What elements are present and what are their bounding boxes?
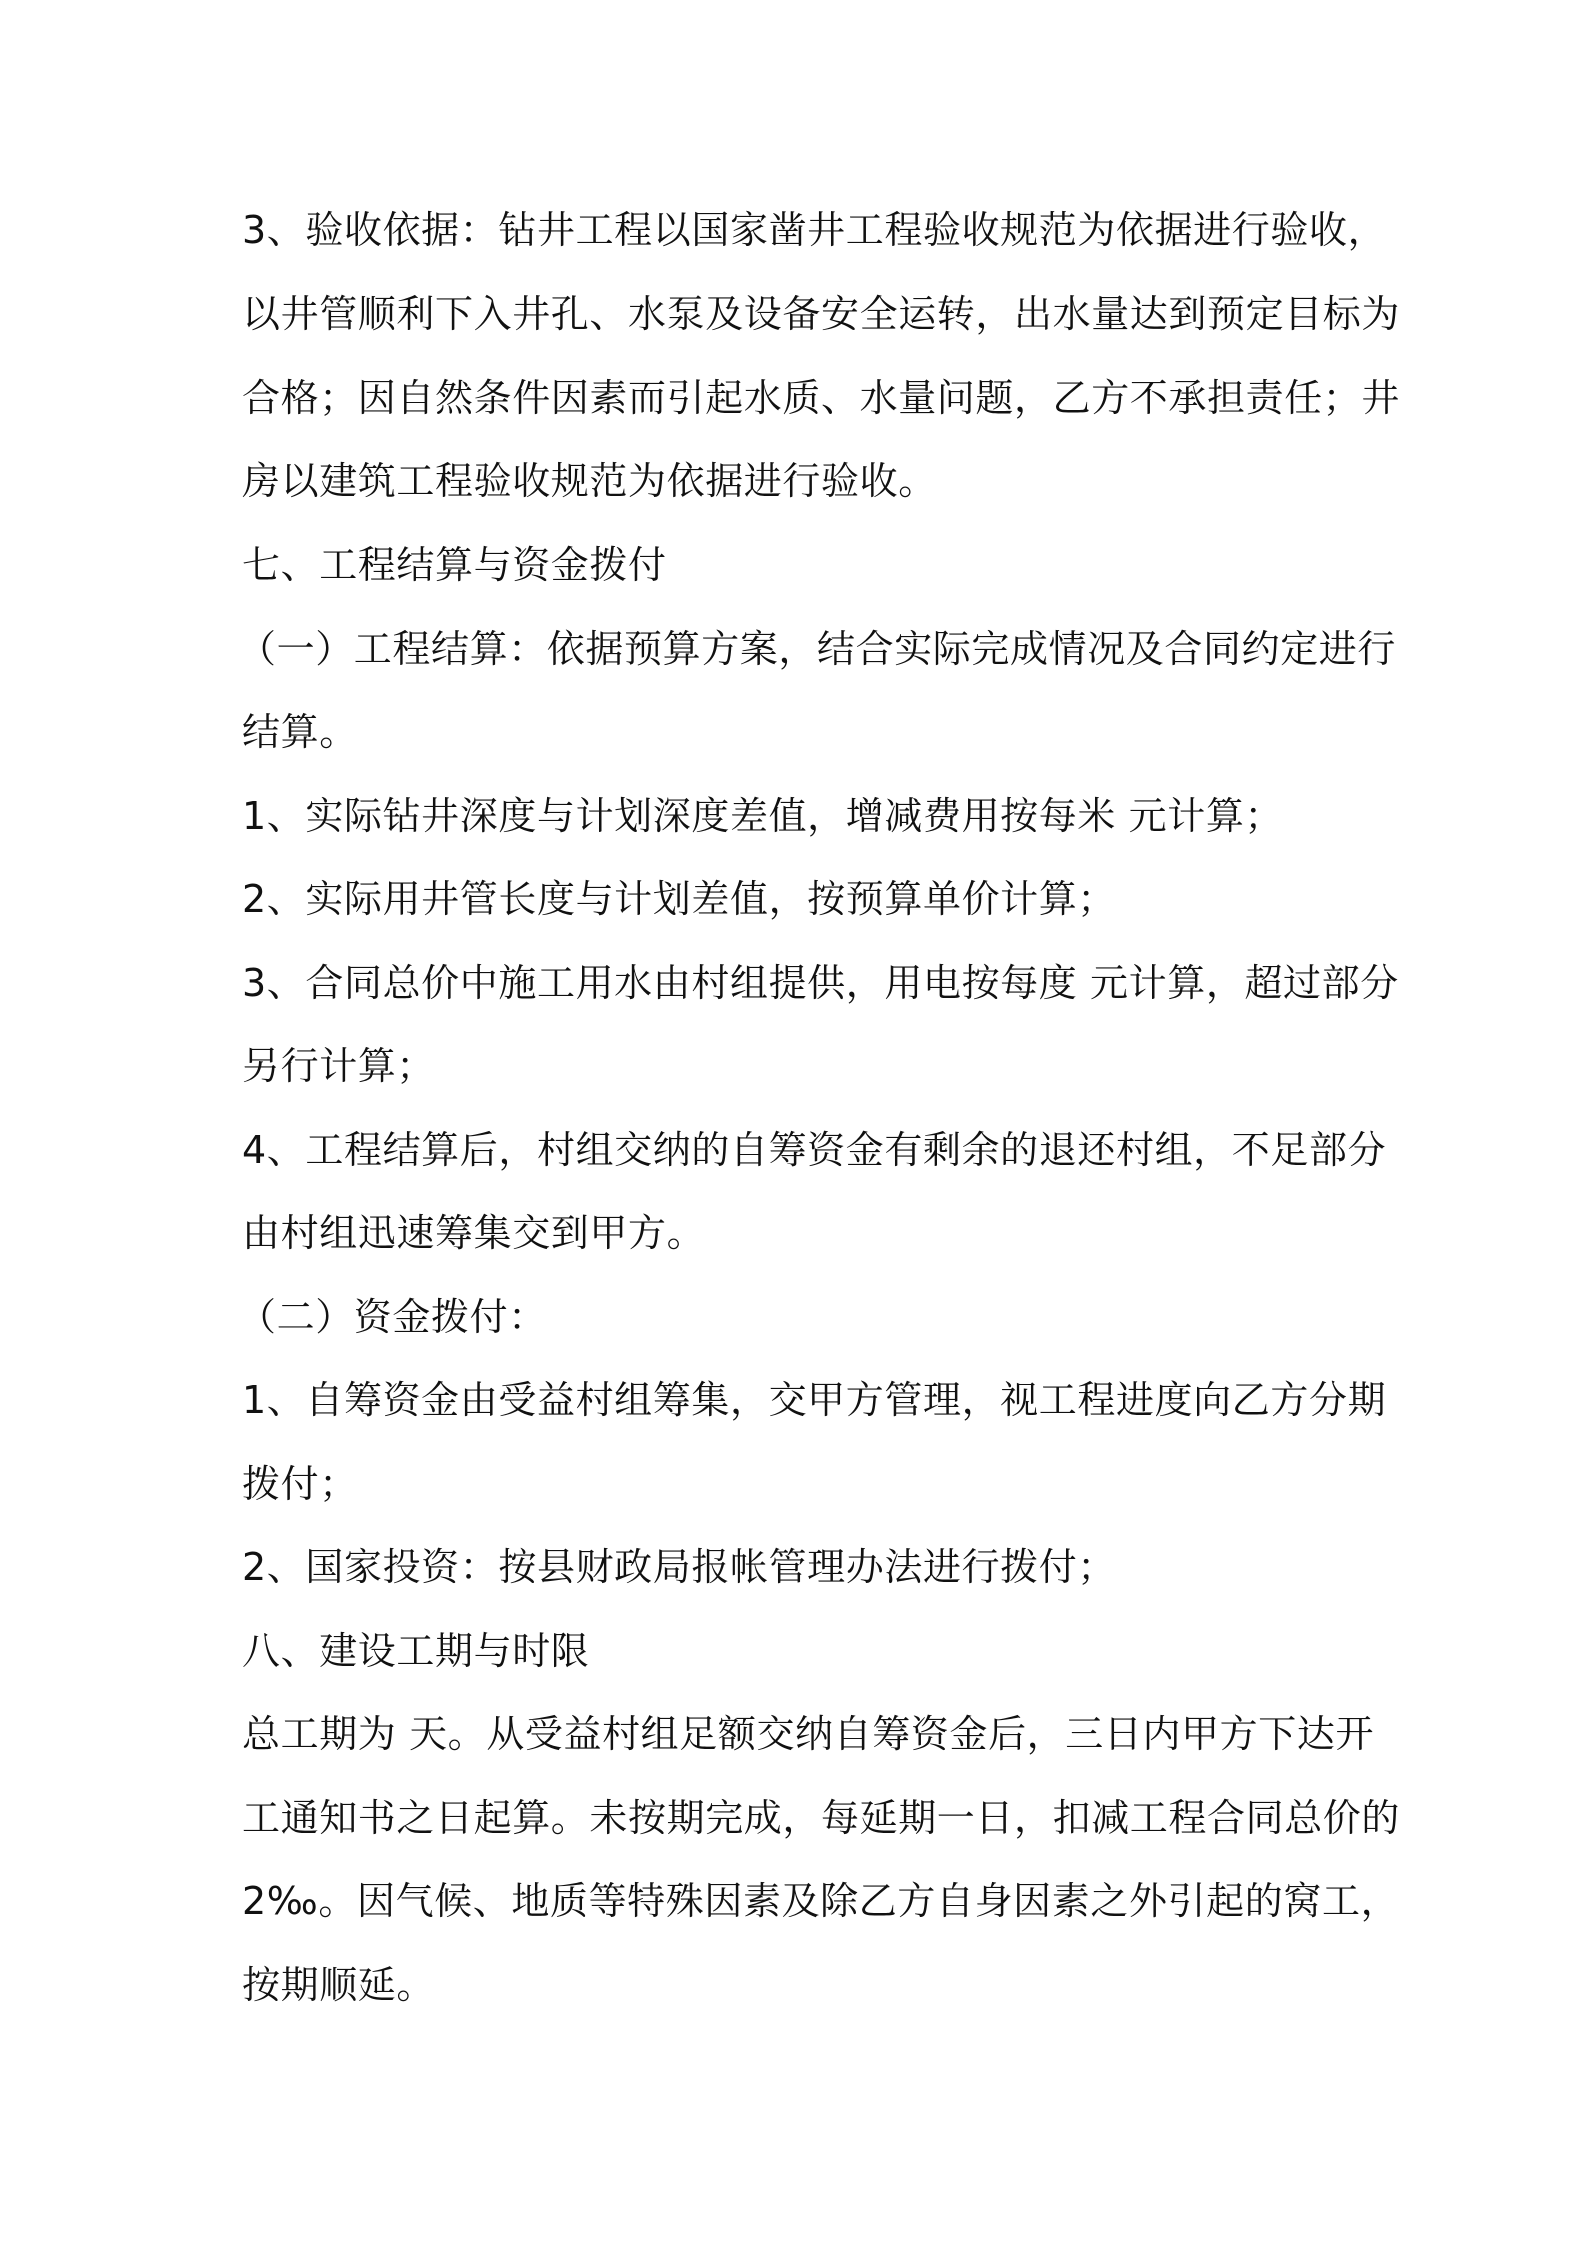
section-heading: 八、建设工期与时限 xyxy=(242,1629,590,1673)
text-line: 4、工程结算后，村组交纳的自筹资金有剩余的退还村组，不足部分 xyxy=(242,1128,1387,1172)
text-line: 总工期为 天。从受益村组足额交纳自筹资金后，三日内甲方下达开 xyxy=(242,1712,1375,1756)
text-line: 另行计算； xyxy=(242,1044,436,1088)
text-line: 拨付； xyxy=(242,1462,358,1506)
text-line: 按期顺延。 xyxy=(242,1963,436,2007)
text-line: 3、合同总价中施工用水由村组提供，用电按每度 元计算，超过部分 xyxy=(242,961,1399,1005)
text-line: 1、自筹资金由受益村组筹集，交甲方管理，视工程进度向乙方分期 xyxy=(242,1378,1387,1422)
text-line: 房以建筑工程验收规范为依据进行验收。 xyxy=(242,459,937,503)
subsection-heading: （一）工程结算：依据预算方案，结合实际完成情况及合同约定进行 xyxy=(238,627,1397,671)
text-line: 工通知书之日起算。未按期完成，每延期一日，扣减工程合同总价的 xyxy=(242,1796,1401,1840)
text-line: 2、国家投资：按县财政局报帐管理办法进行拨付； xyxy=(242,1545,1116,1589)
text-line: 合格；因自然条件因素而引起水质、水量问题，乙方不承担责任；井 xyxy=(242,376,1401,420)
subsection-heading: （二）资金拨付： xyxy=(238,1295,547,1339)
text-line: 1、实际钻井深度与计划深度差值，增减费用按每米 元计算； xyxy=(242,794,1284,838)
text-line: 结算。 xyxy=(242,710,358,754)
text-line: 以井管顺利下入井孔、水泵及设备安全运转，出水量达到预定目标为 xyxy=(242,292,1401,336)
text-line: 3、验收依据：钻井工程以国家凿井工程验收规范为依据进行验收， xyxy=(242,208,1387,252)
text-line: 2、实际用井管长度与计划差值，按预算单价计算； xyxy=(242,877,1116,921)
text-line: 由村组迅速筹集交到甲方。 xyxy=(242,1211,706,1255)
section-heading: 七、工程结算与资金拨付 xyxy=(242,543,667,587)
text-line: 2‰。因气候、地质等特殊因素及除乙方自身因素之外引起的窝工， xyxy=(242,1879,1400,1923)
